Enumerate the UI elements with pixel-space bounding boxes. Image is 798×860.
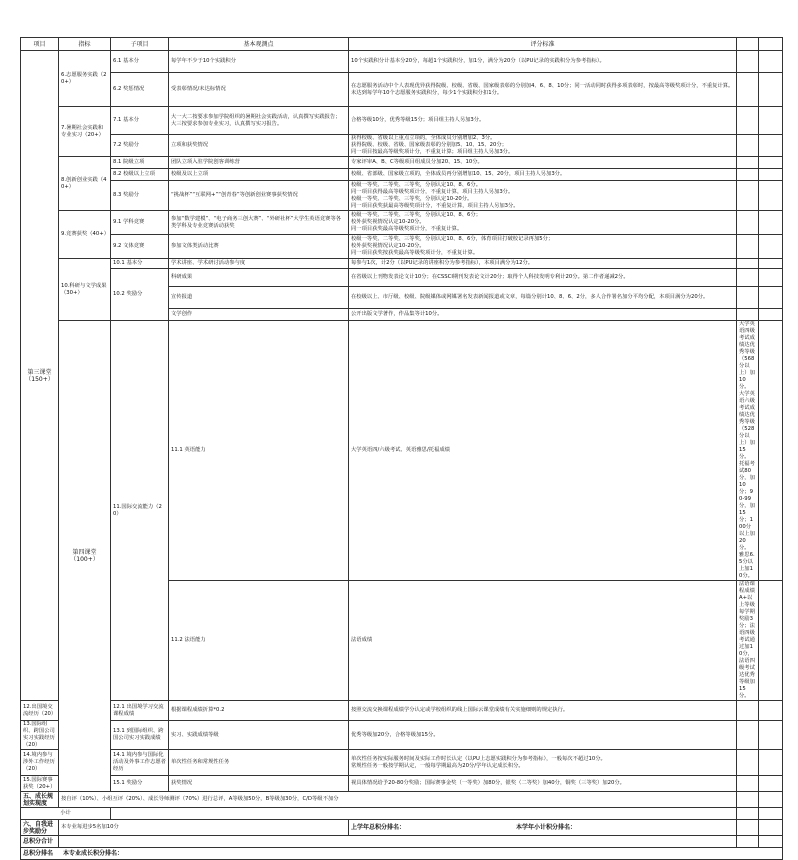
indicator-12: 12.出国境交流经历（20）	[21, 701, 59, 721]
observation: 根据课程成绩折算*0.2	[169, 701, 349, 721]
total-label: 总积分合计	[21, 836, 59, 848]
score-rule: 校级、省部级、国家级立项的，全体成员再分别增加10、15、20分，项目主持人另加3分。	[349, 169, 737, 181]
indicator-14: 14.境内参与涉外工作经历（20）	[21, 750, 59, 776]
blank-cell[interactable]	[759, 321, 783, 581]
blank-cell[interactable]	[759, 750, 783, 776]
rank-this-label: 本学年小计积分排名：	[516, 824, 577, 831]
blank-cell[interactable]	[759, 269, 783, 287]
table-row	[21, 721, 783, 750]
blank-cell[interactable]	[759, 287, 783, 309]
table-row	[21, 211, 783, 235]
score-rule: 在校级以上、市厅级、校级、院级媒体或网媒署名发表新闻报道或文章，每篇分别计10、8、6、2分，多人合作署名加分平均分配，本项目满分为20分。	[349, 287, 737, 309]
blank-cell[interactable]	[737, 38, 759, 51]
blank-cell[interactable]	[737, 721, 759, 750]
score-rule: 在志愿服务活动中个人表现优异获得院级、校级、省级、国家级表彰的分别加4、6、8、10分；同一活动同时获得多项表彰时，按最高等级奖项计分，不重复计算。 未达到每学年10个志愿服务实践积分，每少1个实践积分扣1分。	[349, 73, 737, 107]
sub-item: 15.1 奖励分	[111, 776, 169, 792]
sub-item: 9.1 学科竞赛	[111, 211, 169, 235]
blank-cell[interactable]	[737, 259, 759, 269]
table-row	[21, 157, 783, 169]
table-row	[21, 169, 783, 181]
blank-cell[interactable]	[737, 107, 759, 135]
table-row	[21, 235, 783, 259]
sub-item: 6.1 基本分	[111, 51, 169, 73]
sub-item: 10.2 奖励分	[111, 269, 169, 321]
table-row	[21, 792, 783, 808]
blank-cell[interactable]	[737, 157, 759, 169]
section-5-label: 五、成长规划实现度	[21, 792, 59, 808]
sub-item: 9.2 文体竞赛	[111, 235, 169, 259]
rank-row	[21, 848, 783, 860]
table-row	[21, 820, 783, 836]
blank-cell[interactable]	[759, 309, 783, 321]
observation: 获奖情况	[169, 776, 349, 792]
score-rule: 10个实践积分计基本分20分，每超1个实践积分，加1分，满分为20分（以PU记录的实践积分为参考指标）。	[349, 51, 737, 73]
header-zixiangmu: 子项目	[111, 38, 169, 51]
sub-item: 8.3 奖励分	[111, 181, 169, 211]
score-rule: 单次性任务按实际服务时间及实际工作时长认定（以PU上志愿实践积分为参考指标），一般每次不超过10分。 常规性任务一般按学期认定，一般每学期最高为20分/学年认定成长积分。	[349, 750, 737, 776]
indicator-7: 7.暑期社会实践和专业实习（20+）	[59, 107, 111, 157]
blank-cell[interactable]	[759, 808, 783, 820]
score-rule: 按照交流交换课程成绩学分认定或学校组织的线上国际云课堂成绩有关实施细则的规定执行。	[349, 701, 737, 721]
blank-cell[interactable]	[737, 51, 759, 73]
score-rule: 合格等级10分，优秀等级15分；项目组主持人另加3分。	[349, 107, 737, 135]
blank-cell[interactable]	[759, 169, 783, 181]
blank-cell[interactable]	[759, 135, 783, 157]
table-row	[21, 848, 783, 860]
table-row	[21, 135, 783, 157]
blank-cell[interactable]	[737, 820, 759, 836]
observation: 实习、实践成绩等级	[169, 721, 349, 750]
sub-item: 7.2 奖励分	[111, 135, 169, 157]
blank-cell[interactable]	[111, 808, 737, 820]
indicator-9: 9.竞赛获奖（40+）	[59, 211, 111, 259]
sub-item: 11.2 法语能力	[169, 581, 349, 701]
blank-cell[interactable]	[59, 836, 737, 848]
blank-cell[interactable]	[759, 792, 783, 808]
score-rule: 优秀等级加20分，合格等级加15分。	[349, 721, 737, 750]
blank-cell[interactable]	[759, 721, 783, 750]
blank-cell[interactable]	[737, 269, 759, 287]
observation: 每学年不少于10个实践积分	[169, 51, 349, 73]
score-rule: 视具体情况给予20-80分奖励；国际赛事金奖（一等奖）加80分，银奖（二等奖）加40分，铜奖（三等奖）加20分。	[349, 776, 737, 792]
blank-cell[interactable]	[759, 51, 783, 73]
header-pingfen: 评分标准	[349, 38, 737, 51]
table-row	[21, 259, 783, 269]
sub-item: 7.1 基本分	[111, 107, 169, 135]
section-6-label: 六、自我进步奖励分	[21, 820, 59, 836]
observation: 文学创作	[169, 309, 349, 321]
section-6-text: 本专业每进步5名加10分	[59, 820, 349, 836]
sub-item: 8.1 院级立项	[111, 157, 169, 169]
observation: 参加文体类活动比赛	[169, 235, 349, 259]
score-rule: 专家评审A、B、C等级项目组成员分加20、15、10分。	[349, 157, 737, 169]
sub-item: 13.1 到国际组织、跨国公司实习实践成绩	[111, 721, 169, 750]
blank-cell[interactable]	[737, 181, 759, 211]
score-rule: 法语课程成绩A+以上等级每学期奖励3分；法语四级考试通过加10分，法语四级考试达优秀等级加15分。	[737, 581, 759, 701]
indicator-15: 15.国际赛事获奖（20+）	[21, 776, 59, 792]
section-5-text: 按自评（10%）、小组互评（20%）、成长导师测评（70%）进行总评，A等级加50分，B等级加30分，C/D等级不加分	[59, 792, 737, 808]
score-rule: 大学英语四级考试成绩达优秀等级（568分以上）加10分。 大学英语六级考试成绩达优秀等级（528分以上）加15分。 托福考试80分，加10分；90-99分，加15分；100分以上加20分。 雅思6.5分以上加10分。	[737, 321, 759, 581]
blank-cell[interactable]	[759, 581, 783, 701]
sub-item: 11.1 英语能力	[169, 321, 349, 581]
observation: “挑战杯”“互联网+”“创青春”等创新创业赛事获奖情况	[169, 181, 349, 211]
rank-last-label: 上学年总积分排名：	[351, 824, 406, 831]
blank-cell[interactable]	[759, 836, 783, 848]
observation: 团队立项入驻学院创客训练营	[169, 157, 349, 169]
observation: 校级及以上立项	[169, 169, 349, 181]
observation: 立项和获奖情况	[169, 135, 349, 157]
blank-cell[interactable]	[759, 157, 783, 169]
blank-cell[interactable]	[759, 776, 783, 792]
score-rule: 获得校级、省级以上重点立项的，全体成员分别增加2、3分。 获得院级、校级、省级、国家级表彰的分别加5、10、15、20分； 同一项目按最高等级奖项计分，不重复计算；项目组主持人另加3分。	[349, 135, 737, 157]
observation: 单次性任务和常规性任务	[169, 750, 349, 776]
blank-cell[interactable]	[737, 235, 759, 259]
indicator-13: 13.国际组织、跨国公司实习实践经历（20）	[21, 721, 59, 750]
observation: 参加“数学建模”、“电子商务三创大赛”、“外研社杯”大学生英语竞赛等各类学科及专业竞赛活动获奖	[169, 211, 349, 235]
blank-cell[interactable]	[759, 259, 783, 269]
blank-cell[interactable]	[759, 181, 783, 211]
observation: 受表彰情况/未达标情况	[169, 73, 349, 107]
score-rule: 校级一等奖、二等奖、三等奖，分别认定10、8、6分，体育项目打破校记录再加5分； 校外获奖视情况认定10-20分。 同一项目获奖按获奖最高等级奖项计分，不重复计算。	[349, 235, 737, 259]
table-row	[21, 836, 783, 848]
blank-cell[interactable]	[737, 211, 759, 235]
table-row	[21, 181, 783, 211]
table-row	[21, 750, 783, 776]
table-row	[21, 107, 783, 135]
observation: 法语成绩	[349, 581, 737, 701]
table-row	[21, 701, 783, 721]
score-rule: 每参与1次，计2分（以PU记录的讲座积分为参考指标），本项目满分为12分。	[349, 259, 737, 269]
score-rule: 校级一等奖、二等奖、三等奖，分别认定10、8、6分。 同一项目获得最高等级奖项计分，不重复计算，项目主持人另加3分。 校级一等奖、二等奖、三等奖，分别认定10-20分。 同一项目获奖获最高等级奖项计分，不重复计算，项目主持人另加3分。	[349, 181, 737, 211]
header-row	[21, 38, 783, 51]
blank-cell[interactable]	[759, 820, 783, 836]
blank-cell[interactable]	[737, 776, 759, 792]
header-xiangmu: 项目	[21, 38, 59, 51]
rank-label: 总积分排名	[23, 850, 54, 857]
sub-item: 14.1 境内参与国际化活动及外事工作志愿者经历	[111, 750, 169, 776]
blank-cell[interactable]	[737, 287, 759, 309]
observation: 学术讲座、学术研讨活动参与度	[169, 259, 349, 269]
blank-cell[interactable]	[759, 701, 783, 721]
indicator-8: 8.创新创业实践（40+）	[59, 157, 111, 211]
blank-cell[interactable]	[737, 792, 759, 808]
observation: 科研成果	[169, 269, 349, 287]
blank-cell[interactable]	[737, 808, 759, 820]
section-3-label: 第三课堂 （150+）	[21, 51, 59, 701]
rank-field	[349, 820, 737, 836]
sub-item: 6.2 奖惩情况	[111, 73, 169, 107]
score-rule: 公开出版文学著作，作品集等计10分。	[349, 309, 737, 321]
indicator-6: 6.志愿服务实践（20+）	[59, 51, 111, 107]
blank-cell[interactable]	[737, 135, 759, 157]
observation: 宣传报道	[169, 287, 349, 309]
table-row	[21, 73, 783, 107]
blank-cell[interactable]	[737, 309, 759, 321]
indicator-11: 11.国际交流能力（20）	[111, 321, 169, 701]
indicator-10: 10.科研与文学成果（30+）	[59, 259, 111, 321]
blank-cell[interactable]	[759, 211, 783, 235]
observation: 大一大二按要求参加学院组织的暑期社会实践活动，认真撰写实践报告； 大三按要求参加专业实习，认真撰写实习报告。	[169, 107, 349, 135]
table-row	[21, 808, 783, 820]
score-rule: 校级一等奖、二等奖、三等奖，分别认定10、8、6分； 校外获奖视情况认定10-20分。 同一项目获奖最高等级奖项计分，不重复计算。	[349, 211, 737, 235]
blank-cell[interactable]	[737, 701, 759, 721]
blank-cell[interactable]	[759, 38, 783, 51]
table-row	[21, 51, 783, 73]
table-row	[21, 321, 783, 581]
header-guance: 基本观测点	[169, 38, 349, 51]
observation: 大学英语四/六级考试、英语雅思/托福成绩	[349, 321, 737, 581]
subtotal-label: 小计	[21, 808, 111, 820]
blank-cell[interactable]	[759, 107, 783, 135]
section-4-label: 第四课堂 （100+）	[59, 321, 111, 792]
sub-item: 10.1 基本分	[111, 259, 169, 269]
rank-sub-label: 本专业成长积分排名：	[63, 850, 124, 857]
blank-cell[interactable]	[737, 73, 759, 107]
table-row	[21, 776, 783, 792]
blank-cell[interactable]	[737, 169, 759, 181]
score-table	[20, 37, 783, 860]
blank-cell[interactable]	[759, 73, 783, 107]
sub-item: 12.1 出国境学习交流课程成绩	[111, 701, 169, 721]
score-rule: 在省级以上刊物发表论文计10分；在CSSCI期刊发表论文计20分；取得个人科技发明专利计20分。第二作者递减2分。	[349, 269, 737, 287]
header-zhibiao: 指标	[59, 38, 111, 51]
blank-cell[interactable]	[759, 235, 783, 259]
blank-cell[interactable]	[737, 750, 759, 776]
blank-cell[interactable]	[737, 836, 759, 848]
table-row	[21, 269, 783, 287]
sub-item: 8.2 校级以上立项	[111, 169, 169, 181]
growth-score-sheet	[20, 37, 782, 860]
